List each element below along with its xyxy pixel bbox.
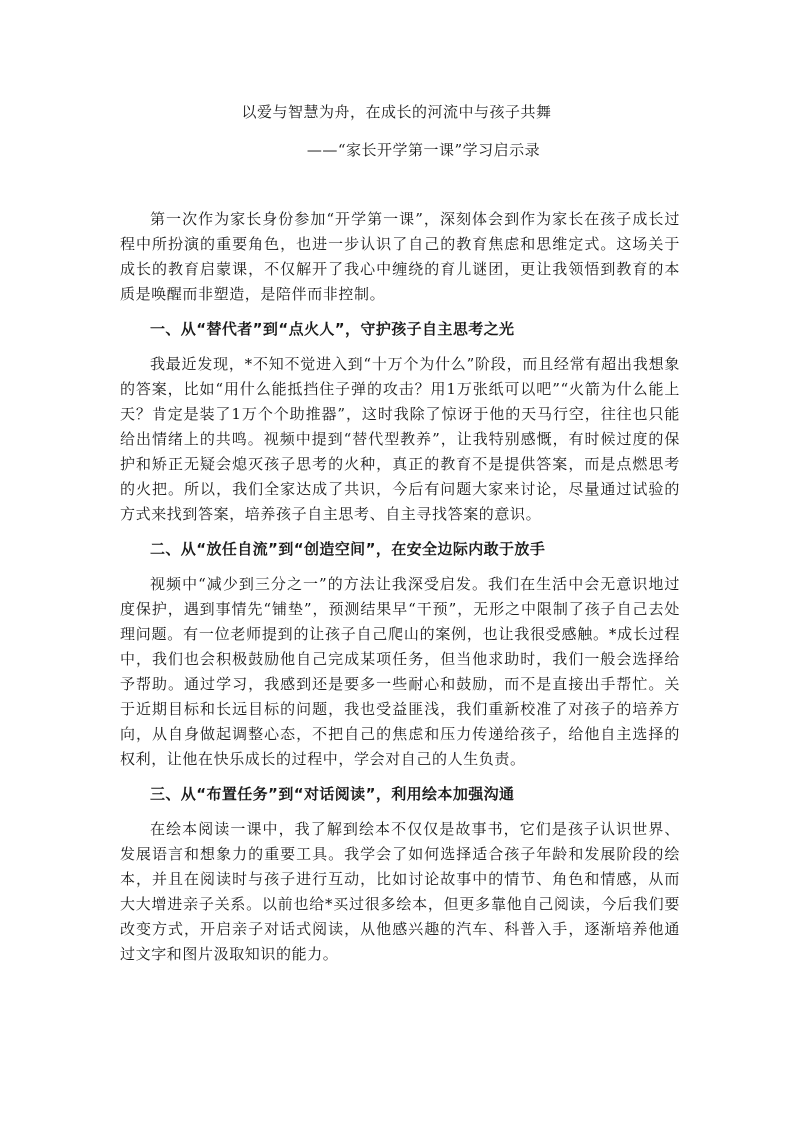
intro-paragraph: 第一次作为家长身份参加“开学第一课”，深刻体会到作为家长在孩子成长过程中所扮演的重要角色，也进一步认识了自己的教育焦虑和思维定式。这场关于成长的教育启蒙课，不仅解开了我心中缠绕的育儿谜团，更让我领悟到教育的本质是唤醒而非塑造，是陪伴而非控制。: [120, 210, 680, 303]
section-body-1: 我最近发现，*不知不觉进入到“十万个为什么”阶段，而且经常有超出我想象的答案，比如“用什么能抵挡住子弹的攻击？用1万张纸可以吧”“火箭为什么能上天？肯定是装了1万个个助推器”，这时我除了惊讶于他的天马行空，往往也只能给出情绪上的共鸣。视频中提到“替代型教养”，让我特别感慨，有时候过度的保护和矫正无疑会熄灭孩子思考的火种，真正的教育不是提供答案，而是点燃思考的火把。所以，我们全家达成了共识，今后有问题大家来讨论，尽量通过试验的方式来找到答案，培养孩子自主思考、自主寻找答案的意识。: [120, 355, 680, 523]
section-heading-1: 一、从“替代者”到“点火人”，守护孩子自主思考之光: [150, 320, 515, 338]
document-title: 以爱与智慧为舟，在成长的河流中与孩子共舞: [241, 103, 552, 121]
title-block: [0, 100, 793, 162]
section-body-2: 视频中“减少到三分之一”的方法让我深受启发。我们在生活中会无意识地过度保护，遇到事情先“铺垫”，预测结果早“干预”，无形之中限制了孩子自己去处理问题。有一位老师提到的让孩子自己爬山的案例，也让我很受感触。*成长过程中，我们也会积极鼓励他自己完成某项任务，但当他求助时，我们一般会选择给予帮助。通过学习，我感到还是要多一些耐心和鼓励，而不是直接出手帮忙。关于近期目标和长远目标的问题，我也受益匪浅，我们重新校准了对孩子的培养方向，从自身做起调整心态，不把自己的焦虑和压力传递给孩子，给他自主选择的权利，让他在快乐成长的过程中，学会对自己的人生负责。: [120, 575, 680, 768]
section-heading-2: 二、从“放任自流”到“创造空间”，在安全边际内敢于放手: [150, 540, 546, 558]
document-body: [120, 207, 680, 967]
section-heading-3: 三、从“布置任务”到“对话阅读”，利用绘本加强沟通: [150, 785, 515, 803]
document-subtitle: ——“家长开学第一课”学习启示录: [306, 141, 541, 159]
section-body-3: 在绘本阅读一课中，我了解到绘本不仅仅是故事书，它们是孩子认识世界、发展语言和想象力的重要工具。我学会了如何选择适合孩子年龄和发展阶段的绘本，并且在阅读时与孩子进行互动，比如讨论故事中的情节、角色和情感，从而大大增进亲子关系。以前也给*买过很多绘本，但更多靠他自己阅读，今后我们要改变方式，开启亲子对话式阅读，从他感兴趣的汽车、科普入手，逐渐培养他通过文字和图片汲取知识的能力。: [120, 820, 680, 963]
